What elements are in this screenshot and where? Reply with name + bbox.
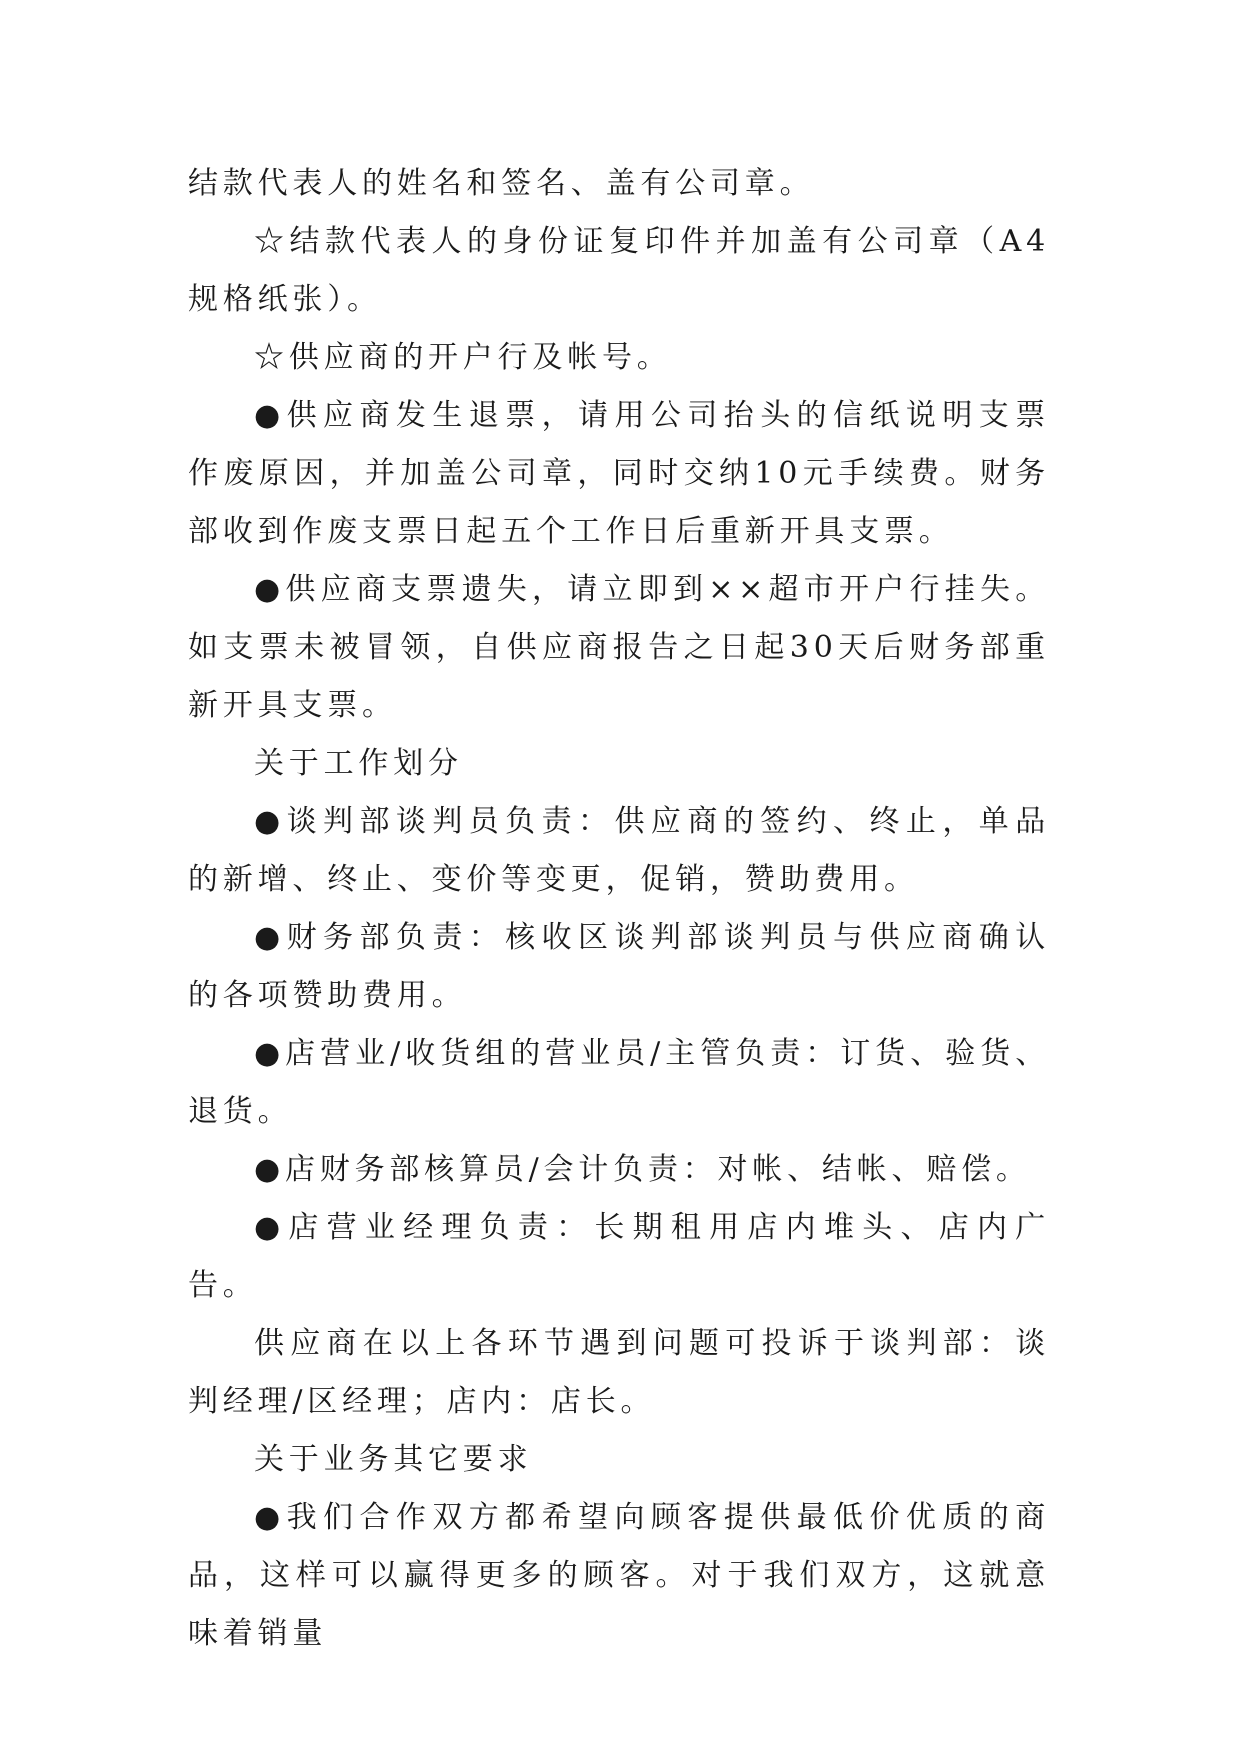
paragraph-4: ●供应商发生退票，请用公司抬头的信纸说明支票作废原因，并加盖公司章，同时交纳10元手续费。财务部收到作废支票日起五个工作日后重新开具支票。 (188, 398, 1050, 549)
paragraph-3: ☆供应商的开户行及帐号。 (254, 340, 672, 375)
document-body (188, 155, 1050, 1663)
paragraph-14: ●我们合作双方都希望向顾客提供最低价优质的商品，这样可以赢得更多的顾客。对于我们双方，这就意味着销量 (188, 1500, 1050, 1651)
section-heading-other-requirements: 关于业务其它要求 (254, 1442, 533, 1477)
paragraph-11: ●店营业经理负责：长期租用店内堆头、店内广告。 (188, 1210, 1050, 1303)
paragraph-1: 结款代表人的姓名和签名、盖有公司章。 (188, 166, 815, 201)
paragraph-7: ●谈判部谈判员负责：供应商的签约、终止，单品的新增、终止、变价等变更，促销，赞助费用。 (188, 804, 1050, 897)
paragraph-9: ●店营业/收货组的营业员/主管负责：订货、验货、退货。 (188, 1036, 1050, 1129)
paragraph-5: ●供应商支票遗失，请立即到××超市开户行挂失。如支票未被冒领，自供应商报告之日起30天后财务部重新开具支票。 (188, 572, 1050, 723)
paragraph-2: ☆结款代表人的身份证复印件并加盖有公司章（A4规格纸张）。 (188, 224, 1050, 317)
paragraph-12: 供应商在以上各环节遇到问题可投诉于谈判部：谈判经理/区经理；店内：店长。 (188, 1326, 1050, 1419)
paragraph-8: ●财务部负责：核收区谈判部谈判员与供应商确认的各项赞助费用。 (188, 920, 1050, 1013)
section-heading-work-division: 关于工作划分 (254, 746, 463, 781)
paragraph-10: ●店财务部核算员/会计负责：对帐、结帐、赔偿。 (254, 1152, 1031, 1187)
